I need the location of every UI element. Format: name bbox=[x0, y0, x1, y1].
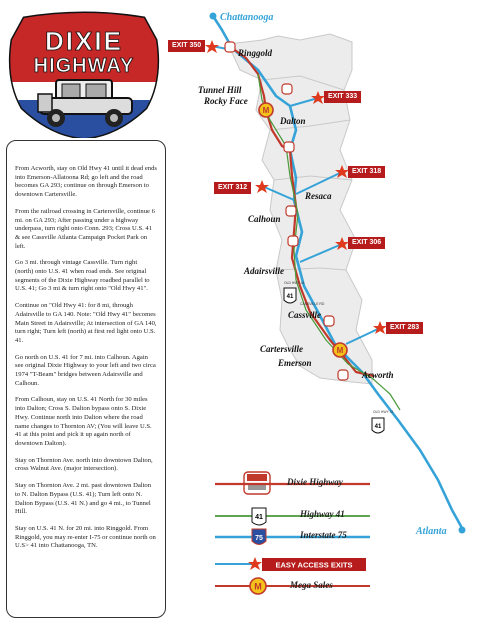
directions-paragraph: Stay on Thornton Ave. 2 mi. past downtown Dalton to N. Dalton Bypass (U.S. 41); Turn left onto N. Dalton Bypass (U.S. 41 N.) and go 4 mi., to Tunnel Hill. bbox=[15, 482, 152, 516]
dixie-sign-icon bbox=[286, 206, 296, 216]
legend-label-highway-41: Highway 41 bbox=[300, 509, 345, 519]
exit-318-label: EXIT 318 bbox=[348, 166, 385, 178]
svg-text:M: M bbox=[254, 581, 262, 592]
city-label-chattanooga: Chattanooga bbox=[220, 12, 274, 23]
city-label-resaca: Resaca bbox=[305, 191, 332, 201]
svg-text:41: 41 bbox=[286, 294, 294, 300]
directions-paragraph: From the railroad crossing in Cartersville, continue 6 mi. on GA 293; After passing under a highway underpass, turn right onto Conn. 293; Cross U.S. 41 & see Cassville Atlanta Campaign Pocket Park on left. bbox=[15, 207, 155, 250]
mega-sales-marker-rocky-face bbox=[259, 103, 273, 117]
city-label-emerson: Emerson bbox=[278, 358, 312, 368]
directions-paragraph: Stay on Thornton Ave. north into downtown Dalton, cross Walnut Ave. (major intersection). bbox=[15, 456, 153, 473]
old-hwy-41-sign: OLD HWY 41 bbox=[284, 281, 305, 285]
svg-text:41: 41 bbox=[374, 424, 382, 430]
directions-paragraph: From Acworth, stay on Old Hwy 41 until it dead ends into Emerson-Allatoona Rd; go left and the road becomes GA 293; continue on through Emerson to downtown Cartersville. bbox=[15, 165, 157, 199]
us41-shield-map bbox=[284, 288, 296, 303]
directions-paragraph: Stay on U.S. 41 N. for 20 mi. into Ringgold. From Ringgold, you may re-enter I-75 or continue north on U.S> 41 into Chattanooga, TN. bbox=[15, 524, 156, 550]
dixie-sign-icon bbox=[324, 316, 334, 326]
dixie-sign-icon bbox=[338, 370, 348, 380]
dixie-sign-icon bbox=[225, 42, 235, 52]
legend-exit-star bbox=[248, 557, 262, 570]
city-label-dalton: Dalton bbox=[280, 116, 306, 126]
legend-us41-shield bbox=[252, 508, 266, 525]
city-label-adairsville: Adairsville bbox=[244, 266, 284, 276]
cassville-rd-sign: CASSVILLE RD bbox=[300, 302, 325, 306]
dixie-sign-icon bbox=[284, 142, 294, 152]
dixie-sign-icon bbox=[282, 84, 292, 94]
legend-label-mega-sales: Mega Sales bbox=[290, 580, 333, 590]
svg-text:M: M bbox=[336, 346, 344, 355]
exit-283-label: EXIT 283 bbox=[386, 322, 423, 334]
directions-paragraph: Go 3 mi. through vintage Cassville. Turn right (north) onto U.S. 41 when road ends. See original segments of the Dixie Highway roadbed parallel to U.S. 41; Go 3 mi & turn right onto "Old Hwy 41". bbox=[15, 259, 150, 293]
city-label-cartersville: Cartersville bbox=[260, 344, 303, 354]
exit-283-star bbox=[373, 321, 387, 334]
svg-text:M: M bbox=[262, 106, 270, 115]
legend-easy-access-exits: EASY ACCESS EXITS bbox=[275, 560, 353, 570]
exit-350-star bbox=[205, 40, 219, 53]
city-label-acworth: Acworth bbox=[362, 370, 394, 380]
city-label-cassville: Cassville bbox=[288, 310, 321, 320]
svg-text:41: 41 bbox=[255, 514, 263, 521]
exit-312-star bbox=[255, 180, 269, 193]
dixie-sign-icon bbox=[288, 236, 298, 246]
city-label-tunnel-hill: Tunnel Hill bbox=[198, 85, 242, 95]
chattanooga-dot bbox=[210, 13, 217, 20]
legend-label-dixie-highway: Dixie Highway bbox=[287, 477, 343, 487]
directions-paragraph: Continue on "Old Hwy 41: for 8 mi, through Adairsville to GA 140. Note: "Old Hwy 41" becomes Main Street in Adairsville; At intersection of GA 140, turn right; Turn left (north) at first red light onto U.S. 41. bbox=[15, 302, 157, 344]
us41-shield-map bbox=[372, 418, 384, 433]
city-label-atlanta: Atlanta bbox=[416, 526, 447, 537]
exit-350-label: EXIT 350 bbox=[168, 40, 205, 52]
directions-paragraph: Go north on U.S. 41 for 7 mi. into Calhoun. Again see original Dixie Highway to your left and two circa 1974 "T-Beam" bridges between Adairsville and Calhoun. bbox=[15, 353, 156, 387]
legend-label-interstate-75: Interstate 75 bbox=[300, 530, 347, 540]
logo-text-highway: HIGHWAY bbox=[33, 55, 135, 77]
exit-333-label: EXIT 333 bbox=[324, 91, 361, 103]
county-region bbox=[228, 34, 372, 384]
city-label-rocky-face: Rocky Face bbox=[204, 96, 248, 106]
city-label-ringgold: Ringgold bbox=[238, 48, 273, 58]
exit-312-label: EXIT 312 bbox=[214, 182, 251, 194]
svg-text:75: 75 bbox=[255, 535, 263, 542]
directions-paragraph: From Calhoun, stay on U.S. 41 North for 30 miles into Dalton; Cross S. Dalton bypass onto S. Dixie Hwy. Continue north into Dalton where the road name changes to Thornton AV; (You will leave U.S. 41 at this point and pick it up again north of downtown Dalton). bbox=[15, 396, 152, 447]
legend-i75-shield bbox=[252, 529, 266, 545]
logo-text-dixie: DIXIE bbox=[45, 26, 123, 56]
mega-sales-marker-cartersville bbox=[333, 343, 347, 357]
exit-306-label: EXIT 306 bbox=[348, 237, 385, 249]
old-hwy-41-sign: OLD HWY 41 bbox=[373, 410, 394, 414]
city-label-calhoun: Calhoun bbox=[248, 214, 281, 224]
atlanta-dot bbox=[459, 527, 466, 534]
